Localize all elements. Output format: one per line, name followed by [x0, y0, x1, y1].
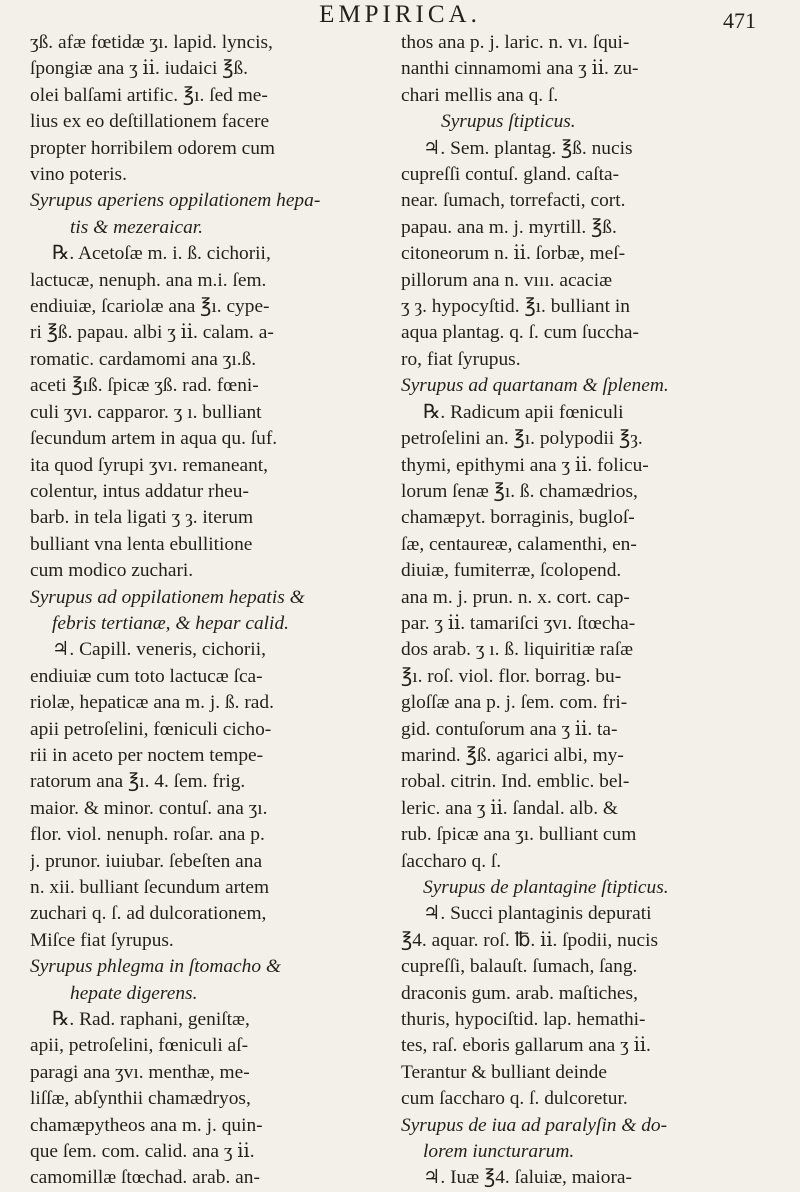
text-line: cupreſſi, balauſt. ſumach, ſang. — [401, 956, 638, 978]
text-line: rii in aceto per noctem tempe- — [30, 744, 264, 766]
text-line: paragi ana ʒvı. menthæ, me- — [30, 1061, 250, 1083]
text-line: ♃. Sem. plantag. ℥ß. nucis — [423, 137, 633, 159]
right-text-column — [401, 30, 773, 1192]
text-line: ita quod ſyrupi ʒvı. remaneant, — [30, 454, 268, 476]
text-line: tes, raſ. eboris gallarum ana ʒ ⅱ. — [401, 1035, 651, 1057]
text-line: j. prunor. iuiubar. ſebeſten ana — [30, 850, 263, 872]
text-line: aceti ℥ıß. ſpicæ ʒß. rad. fœni- — [30, 375, 259, 397]
text-line: ſpongiæ ana ʒ ⅱ. iudaici ℥ß. — [30, 58, 249, 80]
text-line: diuiæ, fumiterræ, ſcolopend. — [401, 560, 622, 582]
text-line: thos ana p. j. laric. n. vı. ſqui- — [401, 32, 630, 53]
text-line: endiuiæ, ſcariolæ ana ℥ı. cype- — [30, 296, 270, 318]
recipe-heading-line: Syrupus de iua ad paralyſin & do- — [401, 1114, 668, 1136]
text-line: nanthi cinnamomi ana ʒ ⅱ. zu- — [401, 58, 639, 80]
text-line: propter horribilem odorem cum — [30, 137, 276, 159]
text-line: draconis gum. arab. maſtiches, — [401, 982, 638, 1004]
text-line: culi ʒvı. capparor. ʒ ı. bulliant — [30, 401, 262, 423]
text-line: ana m. j. prun. n. x. cort. cap- — [401, 586, 630, 608]
recipe-heading-line: hepate digerens. — [70, 982, 198, 1004]
recipe-heading-line: Syrupus phlegma in ſtomacho & — [30, 956, 281, 978]
text-line: ro, fiat ſyrupus. — [401, 348, 521, 370]
text-line: leric. ana ʒ ⅱ. ſandal. alb. & — [401, 797, 618, 819]
text-line: ♃. Iuæ ℥4. ſaluiæ, maiora- — [423, 1167, 632, 1189]
text-line: apii petroſelini, fœniculi cicho- — [30, 718, 272, 740]
text-line: ʒß. afæ fœtidæ ʒı. lapid. lyncis, — [30, 32, 273, 53]
text-line: flor. viol. nenuph. roſar. ana p. — [30, 824, 265, 846]
text-line: petroſelini an. ℥ı. polypodii ℥ȝ. — [401, 428, 643, 450]
text-line: apii, petroſelini, fœniculi aſ- — [30, 1035, 249, 1057]
text-line: ♃. Succi plantaginis depurati — [423, 903, 652, 925]
recipe-heading-line: Syrupus ad quartanam & ſplenem. — [401, 375, 669, 397]
text-line: olei balſami artific. ℥ı. ſed me- — [30, 84, 268, 106]
text-line: par. ʒ ⅱ. tamariſci ʒvı. ſtœcha- — [401, 612, 636, 634]
text-line: chari mellis ana q. ſ. — [401, 84, 559, 106]
recipe-heading-line: Syrupus aperiens oppilationem hepa- — [30, 190, 321, 212]
running-title: EMPIRICA. — [319, 1, 481, 28]
text-line: chamæpytheos ana m. j. quin- — [30, 1114, 263, 1136]
text-line: ratorum ana ℥ı. 4. ſem. frig. — [30, 771, 246, 793]
text-line: dos arab. ʒ ı. ß. liquiritiæ raſæ — [401, 639, 634, 661]
text-line: Miſce fiat ſyrupus. — [30, 929, 174, 951]
text-line: papau. ana m. j. myrtill. ℥ß. — [401, 216, 617, 238]
text-line: cupreſſi contuſ. gland. caſta- — [401, 164, 620, 186]
text-line: ℞. Radicum apii fœniculi — [423, 401, 624, 423]
text-line: aqua plantag. q. ſ. cum ſuccha- — [401, 322, 639, 344]
recipe-heading-line: Syrupus de plantagine ſtipticus. — [423, 877, 669, 898]
text-line: ℞. Rad. raphani, geniſtæ, — [52, 1009, 250, 1031]
recipe-heading-line: febris tertianæ, & hepar calid. — [52, 612, 289, 634]
text-line: vino poteris. — [30, 164, 127, 186]
text-line: chamæpyt. borraginis, bugloſ- — [401, 507, 635, 529]
text-line: ♃. Capill. veneris, cichorii, — [52, 639, 266, 661]
text-line: Terantur & bulliant deinde — [401, 1061, 607, 1083]
text-line: lactucæ, nenuph. ana m.i. ſem. — [30, 269, 267, 291]
text-line: maior. & minor. contuſ. ana ʒı. — [30, 797, 268, 819]
text-line: camomillæ ſtœchad. arab. an- — [30, 1167, 260, 1189]
text-line: thymi, epithymi ana ʒ ⅱ. folicu- — [401, 454, 649, 476]
text-line: robal. citrin. Ind. emblic. bel- — [401, 771, 630, 793]
text-line: lius ex eo deſtillationem facere — [30, 111, 270, 133]
text-line: rub. ſpicæ ana ʒı. bulliant cum — [401, 824, 637, 846]
text-line: cum modico zuchari. — [30, 560, 194, 582]
text-line: thuris, hypociſtid. lap. hemathi- — [401, 1009, 646, 1031]
page-number: 471 — [723, 8, 756, 33]
text-line: ſecundum artem in aqua qu. ſuf. — [30, 428, 278, 450]
text-line: zuchari q. ſ. ad dulcorationem, — [30, 903, 267, 925]
text-line: marind. ℥ß. agarici albi, my- — [401, 744, 624, 766]
text-line: ℞. Acetoſæ m. i. ß. cichorii, — [52, 243, 271, 265]
left-text-column — [30, 30, 398, 1192]
text-line: lorum ſenæ ℥ı. ß. chamædrios, — [401, 480, 638, 502]
text-line: gloſſæ ana p. j. ſem. com. fri- — [401, 692, 628, 714]
text-line: endiuiæ cum toto lactucæ ſca- — [30, 665, 263, 687]
text-line: romatic. cardamomi ana ʒı.ß. — [30, 348, 257, 370]
text-line: ſaccharo q. ſ. — [401, 850, 502, 872]
text-line: ſæ, centaureæ, calamenthi, en- — [401, 533, 637, 555]
recipe-heading-line: Syrupus ſtipticus. — [441, 111, 576, 133]
text-line: liſſæ, abſynthii chamædryos, — [30, 1088, 251, 1110]
recipe-heading-line: lorem iuncturarum. — [423, 1141, 575, 1163]
text-line: ℥ı. roſ. viol. flor. borrag. bu- — [401, 665, 622, 687]
text-line: riolæ, hepaticæ ana m. j. ß. rad. — [30, 692, 274, 714]
text-line: pillorum ana n. vııı. acaciæ — [401, 269, 613, 291]
text-line: barb. in tela ligati ʒ ȝ. iterum — [30, 507, 254, 529]
text-line: cum ſaccharo q. ſ. dulcoretur. — [401, 1088, 628, 1110]
text-line: ʒ ȝ. hypocyſtid. ℥ı. bulliant in — [401, 296, 630, 318]
text-line: n. xii. bulliant ſecundum artem — [30, 877, 270, 898]
text-line: ri ℥ß. papau. albi ʒ ⅱ. calam. a- — [30, 322, 274, 344]
text-line: colentur, intus addatur rheu- — [30, 480, 249, 502]
text-line: que ſem. com. calid. ana ʒ ⅱ. — [30, 1141, 255, 1163]
recipe-heading-line: tis & mezeraicar. — [70, 216, 204, 238]
text-line: gid. contuſorum ana ʒ ⅱ. ta- — [401, 718, 618, 740]
text-line: near. ſumach, torrefacti, cort. — [401, 190, 626, 212]
text-line: ℥4. aquar. roſ. ℔. ⅱ. ſpodii, nucis — [401, 929, 659, 951]
text-line: bulliant vna lenta ebullitione — [30, 533, 253, 555]
recipe-heading-line: Syrupus ad oppilationem hepatis & — [30, 586, 305, 608]
text-line: citoneorum n. ⅱ. ſorbæ, meſ- — [401, 243, 626, 265]
